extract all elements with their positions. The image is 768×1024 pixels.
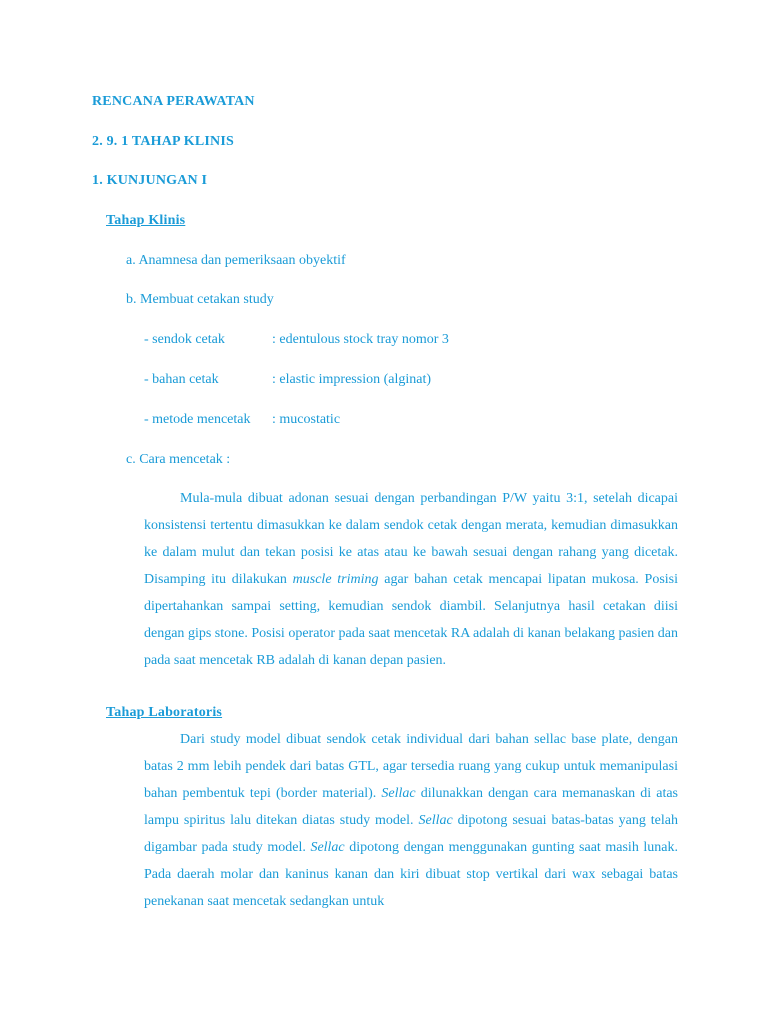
detail-value: : elastic impression (alginat) [272, 372, 432, 387]
detail-label: - sendok cetak [144, 332, 225, 347]
paragraph-text: Mula-mula dibuat adonan sesuai dengan perbandingan P/W yaitu 3:1, setelah dicapai konsistensi tertentu dimasukkan ke dalam sendok cetak dengan merata, kemudian dimasukkan ke dalam mulut dan tekan posisi ke atas atau ke bawah sesuai dengan rahang yang dicetak. Disamping itu dilakukan [144, 491, 678, 587]
italic-term: Sellac [381, 786, 416, 801]
paragraph-text: dipotong sesuai batas-batas yang telah digambar pada study model. [144, 813, 678, 855]
paragraph-text: agar bahan cetak mencapai lipatan mukosa. Posisi dipertahankan sampai setting, kemudian sendok diambil. Selanjutnya hasil cetakan diisi dengan gips stone. Posisi operator pada saat mencetak RA adalah di kanan belakang pasien dan pada saat mencetak RB adalah di kanan depan pasien. [144, 572, 678, 668]
paragraph-text: dipotong dengan menggunakan gunting saat masih lunak. Pada daerah molar dan kaninus kanan dan kiri dibuat stop vertikal dari wax sebagai batas penekanan saat mencetak sedangkan untuk [144, 840, 679, 909]
italic-term: muscle triming [292, 572, 379, 587]
detail-value: : mucostatic [272, 412, 341, 427]
clinical-stage-heading: Tahap Klinis [106, 213, 186, 228]
visit-heading: 1. KUNJUNGAN I [92, 173, 208, 188]
detail-row [144, 332, 644, 348]
italic-term: Sellac [418, 813, 453, 828]
item-b: b. Membuat cetakan study [126, 292, 274, 307]
detail-label: - bahan cetak [144, 372, 219, 387]
detail-label: - metode mencetak [144, 412, 251, 427]
item-c: c. Cara mencetak : [126, 452, 231, 467]
document-title: RENCANA PERAWATAN [92, 94, 255, 109]
detail-row [144, 372, 644, 388]
item-a: a. Anamnesa dan pemeriksaan obyektif [126, 253, 346, 268]
detail-row [144, 412, 644, 428]
section-heading: 2. 9. 1 TAHAP KLINIS [92, 134, 234, 149]
impression-method-paragraph [144, 485, 678, 674]
italic-term: Sellac [310, 840, 345, 855]
laboratory-stage-heading: Tahap Laboratoris [106, 705, 223, 720]
laboratory-paragraph [144, 726, 678, 915]
detail-value: : edentulous stock tray nomor 3 [272, 332, 449, 347]
paragraph-text: dilunakkan dengan cara memanaskan di atas lampu spiritus lalu ditekan diatas study model. [144, 786, 678, 828]
paragraph-text: Dari study model dibuat sendok cetak individual dari bahan sellac base plate, dengan batas 2 mm lebih pendek dari batas GTL, agar tersedia ruang yang cukup untuk memanipulasi bahan pembentuk tepi (border material). [144, 732, 678, 801]
